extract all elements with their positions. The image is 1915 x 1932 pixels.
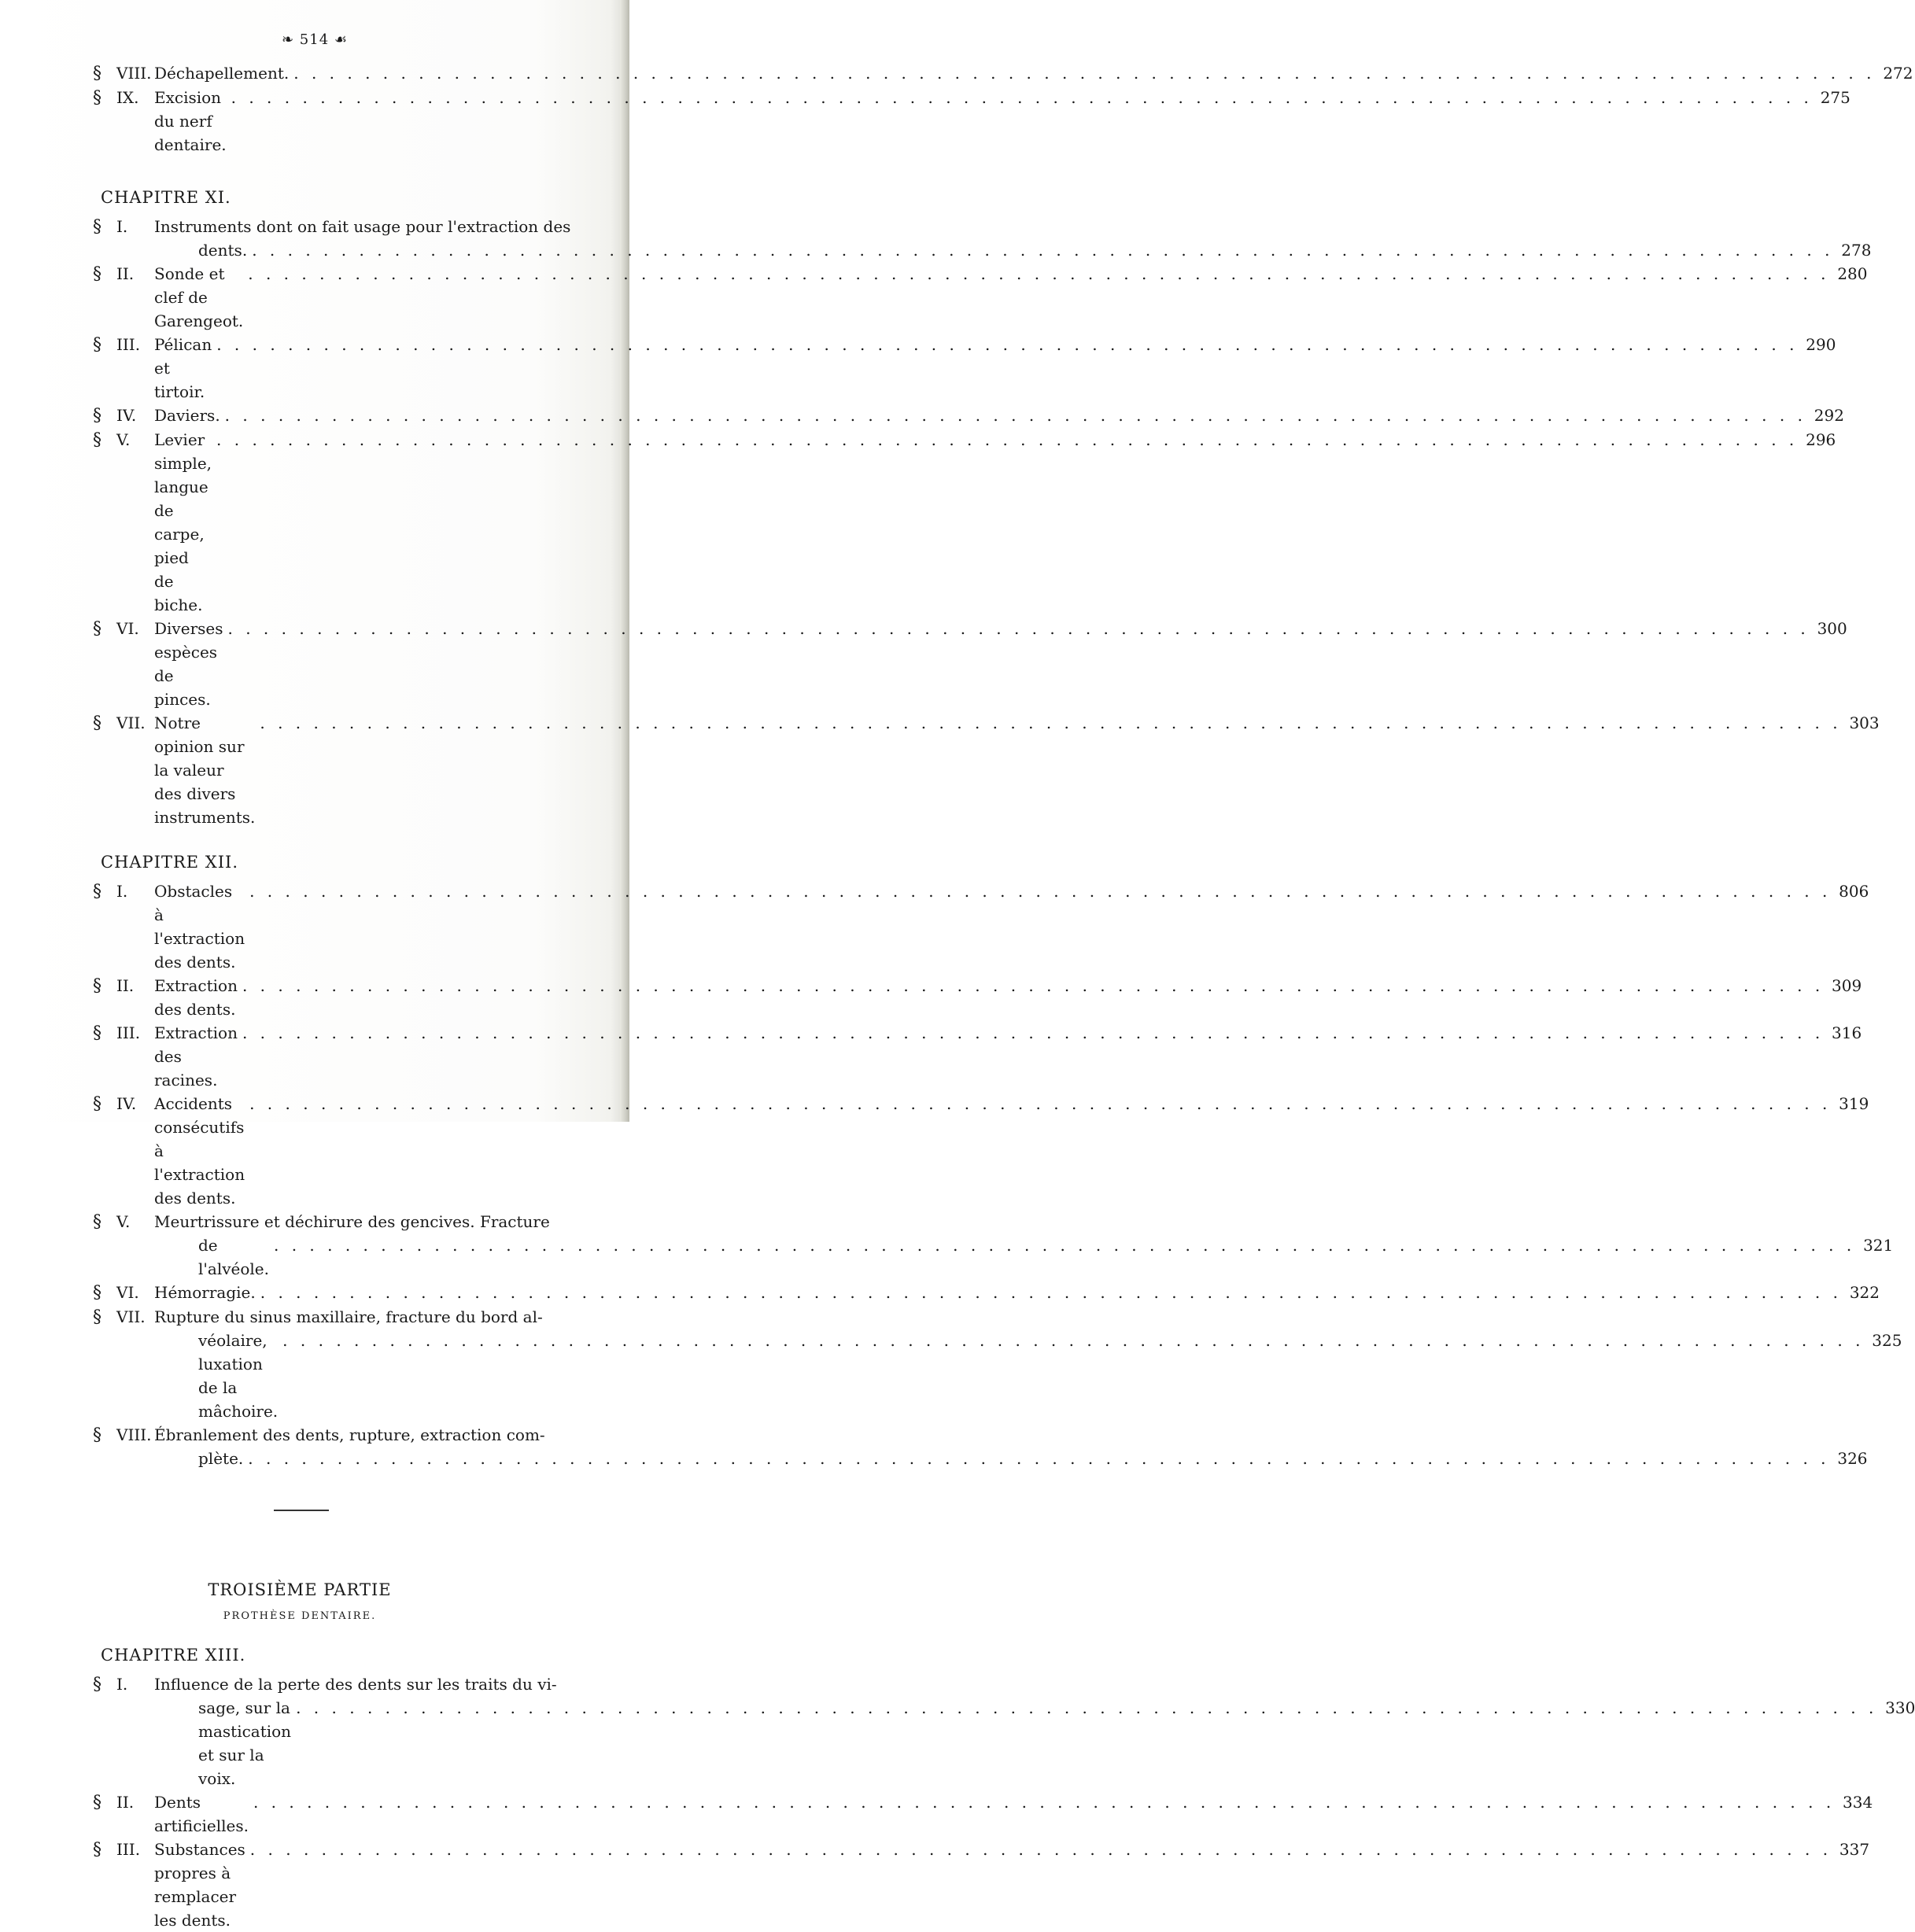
- chapter-title: CHAPITRE XII.: [101, 853, 239, 872]
- ornament-right: ☙: [334, 31, 349, 48]
- entry-line: [154, 1447, 1868, 1470]
- section-number: VI.: [116, 619, 139, 638]
- section-symbol: §: [93, 406, 101, 426]
- toc-entry: [93, 974, 1862, 1021]
- section-number: I.: [116, 1675, 128, 1694]
- entry-text-block: [154, 86, 1850, 157]
- section-number: VIII.: [116, 1425, 152, 1444]
- section-number: IX.: [116, 88, 139, 107]
- entry-line: [154, 1210, 1893, 1233]
- entry-line: [154, 1281, 1880, 1304]
- entry-title: Accidents consécutifs à l'extraction des dents.: [154, 1094, 245, 1208]
- toc-entry: [93, 1305, 1902, 1423]
- section-number: VIII.: [116, 64, 152, 83]
- entry-line: [154, 262, 1868, 333]
- dot-leader: [231, 86, 1813, 109]
- dot-leader: [274, 1233, 1855, 1257]
- page-reference: 290: [1806, 335, 1836, 354]
- toc-entry: [93, 61, 1913, 86]
- page-reference: 330: [1885, 1698, 1915, 1717]
- entry-title: Notre opinion sur la valeur des divers instruments.: [154, 713, 256, 827]
- entry-title: Déchapellement.: [154, 64, 290, 83]
- entry-line: [154, 1790, 1873, 1838]
- entry-text-block: [154, 879, 1869, 974]
- chapter-entries: [93, 215, 1880, 829]
- dot-leader: [216, 428, 1798, 452]
- entry-text-block: [154, 711, 1880, 829]
- entry-title: Influence de la perte des dents sur les traits du vi-: [154, 1675, 557, 1694]
- dot-leader: [253, 1790, 1835, 1814]
- page-reference: 337: [1839, 1840, 1870, 1859]
- entry-line: [154, 1838, 1869, 1932]
- entry-text-block: [154, 1210, 1893, 1281]
- entry-title: Dents artificielles.: [154, 1793, 249, 1835]
- toc-entry: [93, 1423, 1868, 1470]
- toc-entry: [93, 86, 1850, 157]
- section-symbol: §: [93, 976, 101, 996]
- toc-entry: [93, 1790, 1873, 1838]
- entry-line: [154, 974, 1861, 1021]
- page-reference: 309: [1832, 976, 1862, 995]
- entry-title: Daviers.: [154, 406, 220, 425]
- page-number: 514: [299, 31, 330, 48]
- page-reference: 296: [1806, 430, 1836, 449]
- page-reference: 325: [1872, 1331, 1902, 1350]
- toc-group-continued: [93, 61, 1913, 157]
- entry-line: [154, 238, 1871, 262]
- entry-text-block: [154, 404, 1844, 427]
- toc-entry: [93, 1672, 1915, 1790]
- page-reference: 316: [1832, 1023, 1862, 1042]
- section-divider: [274, 1510, 329, 1511]
- entry-title: Extraction des dents.: [154, 976, 238, 1019]
- entry-text-block: [154, 617, 1847, 711]
- entry-text-block: [154, 1790, 1873, 1838]
- section-number: VI.: [116, 1283, 139, 1302]
- toc-entry: [93, 428, 1836, 617]
- toc-entry: [93, 262, 1868, 333]
- entry-line: [154, 711, 1880, 829]
- section-symbol: §: [93, 64, 101, 83]
- entry-line: [154, 333, 1836, 404]
- section-number: V.: [116, 430, 131, 449]
- dot-leader: [225, 404, 1806, 427]
- page-reference: 280: [1837, 264, 1868, 283]
- entry-line: [154, 1305, 1902, 1329]
- entry-line: [154, 428, 1836, 617]
- page-reference: 321: [1863, 1236, 1894, 1255]
- entry-line: [154, 1329, 1902, 1423]
- entry-text-block: [154, 974, 1861, 1021]
- dot-leader: [249, 879, 1831, 903]
- section-number: VII.: [116, 1307, 146, 1326]
- entry-text-block: [154, 333, 1836, 404]
- section-number: III.: [116, 1023, 141, 1042]
- entry-text-block: [154, 1423, 1868, 1470]
- entry-line: [154, 404, 1844, 427]
- toc-entry: [93, 215, 1872, 262]
- entry-line: [154, 617, 1847, 711]
- section-symbol: §: [93, 430, 101, 450]
- entry-line: [154, 1021, 1861, 1092]
- entry-line: [154, 86, 1850, 157]
- toc-entry: [93, 1092, 1869, 1210]
- section-number: VII.: [116, 713, 146, 732]
- entry-text-block: [154, 215, 1871, 262]
- chapter-title: CHAPITRE XIII.: [101, 1646, 246, 1665]
- section-symbol: §: [93, 713, 101, 733]
- dot-leader: [282, 1329, 1864, 1352]
- entry-line: [154, 1092, 1869, 1210]
- section-number: II.: [116, 264, 135, 283]
- section-number: I.: [116, 217, 128, 236]
- page-reference: 272: [1883, 64, 1913, 83]
- dot-leader: [248, 262, 1829, 286]
- ornament-left: ❧: [281, 31, 295, 48]
- entry-text-block: [154, 61, 1913, 85]
- entry-text-block: [154, 1305, 1902, 1423]
- entry-title: véolaire, luxation de la mâchoire.: [198, 1331, 279, 1421]
- page-reference: 278: [1841, 241, 1872, 260]
- dot-leader: [242, 1021, 1824, 1045]
- section-symbol: §: [93, 1793, 101, 1812]
- toc-entry: [93, 1210, 1894, 1281]
- section-symbol: §: [93, 1675, 101, 1694]
- section-number: II.: [116, 1793, 135, 1812]
- section-symbol: §: [93, 88, 101, 108]
- section-symbol: §: [93, 1094, 101, 1114]
- entry-title: sage, sur la mastication et sur la voix.: [198, 1698, 292, 1788]
- entry-text-block: [154, 1281, 1880, 1304]
- toc-entry: [93, 879, 1869, 974]
- toc-entry: [93, 1281, 1880, 1305]
- toc-entry: [93, 711, 1880, 829]
- entry-text-block: [154, 262, 1868, 333]
- section-number: IV.: [116, 1094, 137, 1113]
- page-reference: 326: [1837, 1449, 1868, 1468]
- entry-line: [154, 1672, 1915, 1696]
- entry-title: plète.: [198, 1449, 244, 1468]
- section-symbol: §: [93, 1283, 101, 1303]
- chapter-title: CHAPITRE XI.: [101, 188, 231, 207]
- section-symbol: §: [93, 1425, 101, 1445]
- toc-entry: [93, 333, 1836, 404]
- entry-title: Rupture du sinus maxillaire, fracture du bord al-: [154, 1307, 543, 1326]
- entry-text-block: [154, 1092, 1869, 1210]
- section-number: III.: [116, 335, 141, 354]
- page-reference: 806: [1839, 882, 1869, 901]
- page-reference: 319: [1839, 1094, 1869, 1113]
- page-reference: 300: [1817, 619, 1847, 638]
- entry-title: Sonde et clef de Garengeot.: [154, 264, 244, 330]
- dot-leader: [260, 711, 1841, 735]
- toc-entry: [93, 617, 1847, 711]
- section-symbol: §: [93, 1212, 101, 1232]
- entry-title: Ébranlement des dents, rupture, extraction com-: [154, 1425, 545, 1444]
- table-of-contents: [93, 61, 1915, 1932]
- section-number: I.: [116, 882, 128, 901]
- entry-title: Extraction des racines.: [154, 1023, 238, 1090]
- entry-title: Pélican et tirtoir.: [154, 335, 212, 401]
- part-subtitle: PROTHÈSE DENTAIRE.: [223, 1610, 377, 1622]
- entry-title: dents.: [198, 241, 248, 260]
- page-reference: 303: [1849, 713, 1880, 732]
- entry-line: [154, 1696, 1915, 1790]
- entry-title: Obstacles à l'extraction des dents.: [154, 882, 245, 972]
- dot-leader: [250, 1838, 1832, 1861]
- section-symbol: §: [93, 882, 101, 901]
- section-symbol: §: [93, 217, 101, 237]
- entry-title: Meurtrissure et déchirure des gencives. Fracture: [154, 1212, 550, 1231]
- section-number: IV.: [116, 406, 137, 425]
- page-reference: 292: [1814, 406, 1844, 425]
- dot-leader: [296, 1696, 1877, 1720]
- section-number: V.: [116, 1212, 131, 1231]
- toc-entry: [93, 1021, 1862, 1092]
- dot-leader: [249, 1092, 1831, 1115]
- entry-title: Diverses espèces de pinces.: [154, 619, 223, 709]
- section-symbol: §: [93, 1307, 101, 1327]
- page-reference: 275: [1820, 88, 1850, 107]
- entry-title: Levier simple, langue de carpe, pied de biche.: [154, 430, 212, 614]
- toc-entry: [93, 1838, 1870, 1932]
- entry-line: [154, 1423, 1868, 1447]
- dot-leader: [252, 238, 1833, 262]
- entry-title: Hémorragie.: [154, 1283, 256, 1302]
- entry-title: de l'alvéole.: [198, 1236, 269, 1278]
- entry-line: [154, 1233, 1893, 1281]
- dot-leader: [216, 333, 1798, 356]
- chapter-entries: [93, 879, 1902, 1470]
- toc-entry: [93, 404, 1844, 428]
- dot-leader: [242, 974, 1824, 997]
- entry-title: Instruments dont on fait usage pour l'extraction des: [154, 217, 571, 236]
- section-symbol: §: [93, 1023, 101, 1043]
- entry-text-block: [154, 1021, 1861, 1092]
- dot-leader: [293, 61, 1875, 85]
- page-reference: 334: [1843, 1793, 1873, 1812]
- part-title: TROISIÈME PARTIE: [208, 1580, 392, 1599]
- section-number: III.: [116, 1840, 141, 1859]
- entry-text-block: [154, 1672, 1915, 1790]
- section-number: II.: [116, 976, 135, 995]
- entry-line: [154, 215, 1871, 238]
- section-symbol: §: [93, 619, 101, 639]
- entry-title: Excision du nerf dentaire.: [154, 88, 227, 154]
- chapter-entries: [93, 1672, 1915, 1932]
- section-symbol: §: [93, 264, 101, 284]
- entry-line: [154, 879, 1869, 974]
- dot-leader: [228, 617, 1810, 640]
- entry-title: Substances propres à remplacer les dents.: [154, 1840, 245, 1930]
- entry-line: [154, 61, 1913, 85]
- section-symbol: §: [93, 1840, 101, 1860]
- dot-leader: [260, 1281, 1842, 1304]
- section-symbol: §: [93, 335, 101, 355]
- page-reference: 322: [1849, 1283, 1880, 1302]
- dot-leader: [248, 1447, 1829, 1470]
- page-number-header: [0, 31, 629, 48]
- entry-text-block: [154, 428, 1836, 617]
- entry-text-block: [154, 1838, 1869, 1932]
